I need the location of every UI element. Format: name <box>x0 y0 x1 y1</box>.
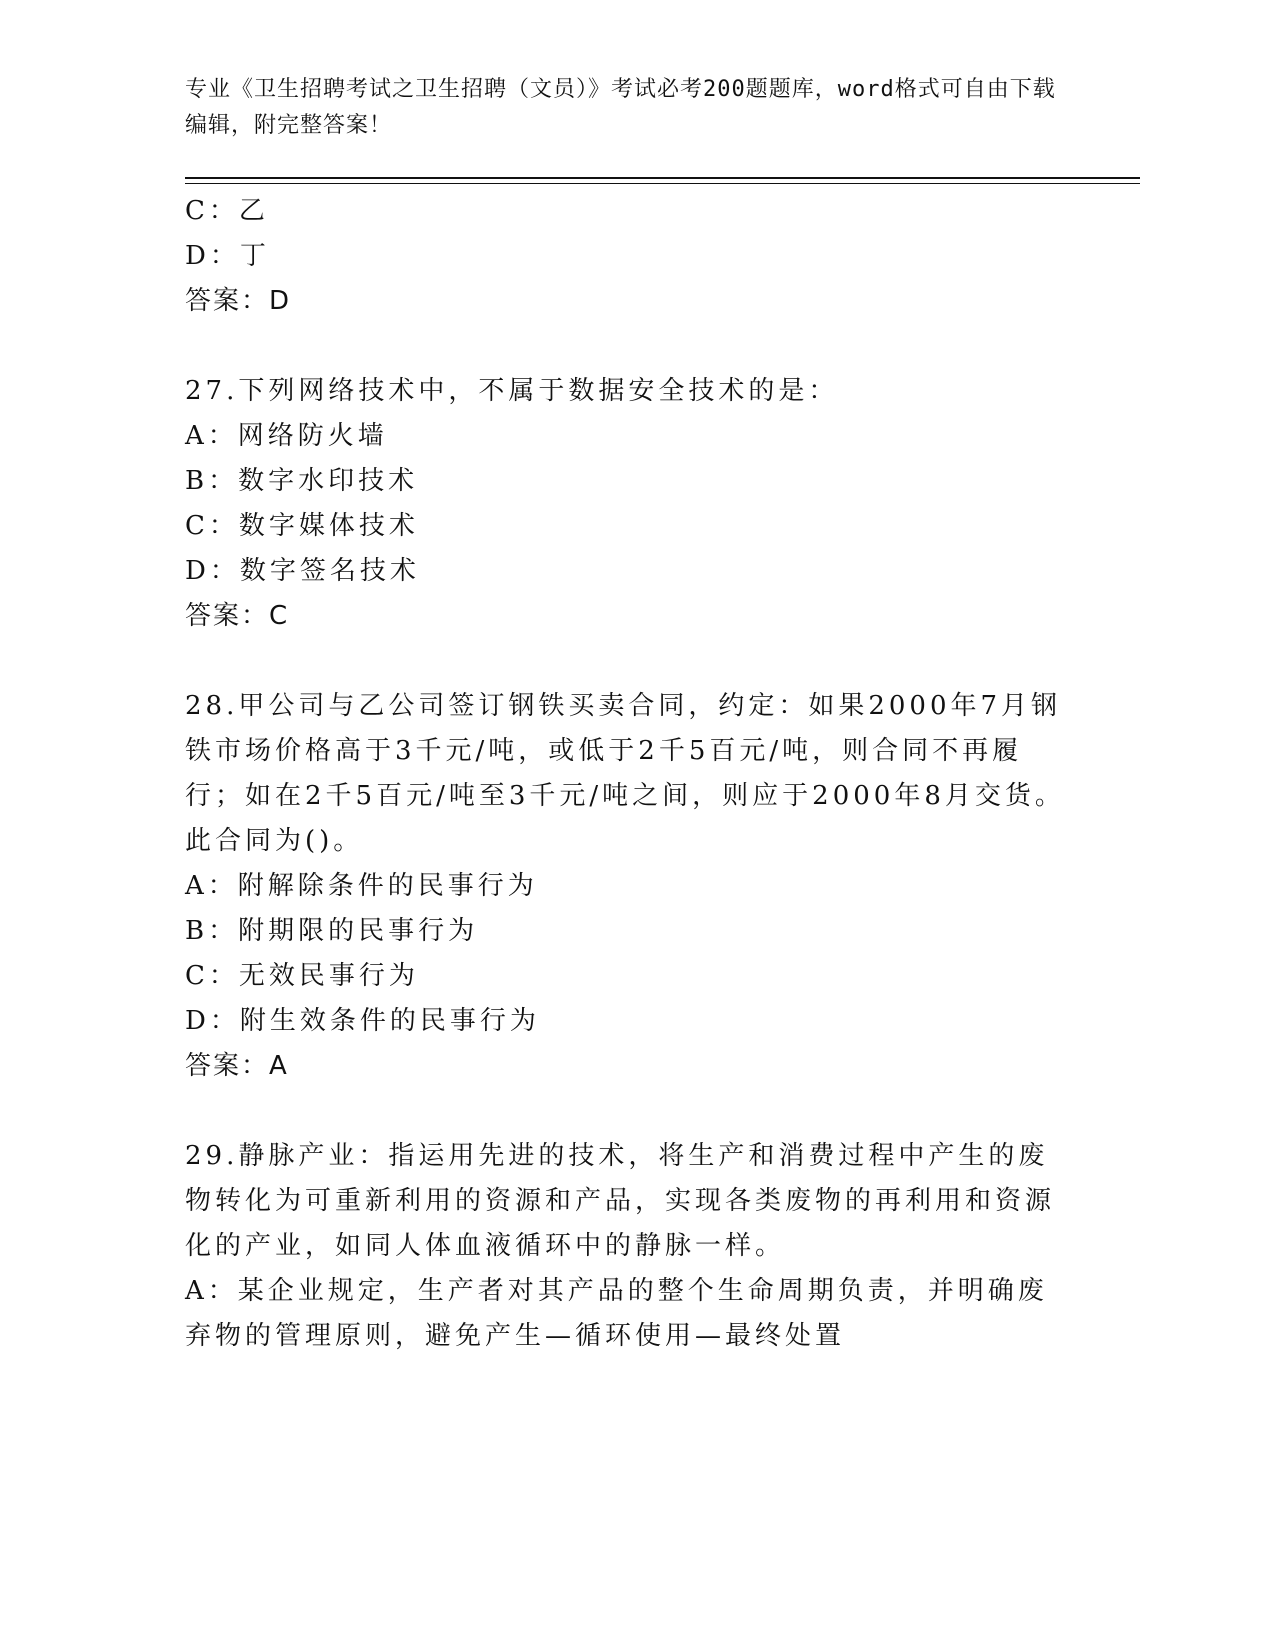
option-a: A：某企业规定，生产者对其产品的整个生命周期负责，并明确废弃物的管理原则，避免产生—循环使用—最终处置 <box>185 1276 1048 1351</box>
document-body <box>185 189 1065 1359</box>
spacer <box>185 1089 1065 1134</box>
question-text: 29.静脉产业：指运用先进的技术，将生产和消费过程中产生的废物转化为可重新利用的资源和产品，实现各类废物的再利用和资源化的产业，如同人体血液循环中的静脉一样。 <box>185 1141 1056 1261</box>
spacer <box>185 639 1065 684</box>
option-c: C：乙 <box>185 196 269 226</box>
question-26-tail <box>185 189 1065 324</box>
document-header: 专业《卫生招聘考试之卫生招聘（文员）》考试必考200题题库，word格式可自由下载编辑，附完整答案！ <box>185 77 1056 138</box>
answer-line: 答案：D <box>185 286 292 316</box>
option-d: D：数字签名技术 <box>185 556 420 586</box>
option-c: C：无效民事行为 <box>185 961 419 991</box>
question-28 <box>185 684 1065 1089</box>
question-text: 28.甲公司与乙公司签订钢铁买卖合同，约定：如果2000年7月钢铁市场价格高于3千元/吨，或低于2千5百元/吨，则合同不再履行；如在2千5百元/吨至3千元/吨之间，则应于2000年8月交货。此合同为()。 <box>185 691 1065 856</box>
option-a: A：附解除条件的民事行为 <box>185 871 538 901</box>
question-27 <box>185 369 1065 639</box>
header-rule-thin <box>185 183 1140 184</box>
option-a: A：网络防火墙 <box>185 421 388 451</box>
option-b: B：附期限的民事行为 <box>185 916 479 946</box>
answer-line: 答案：A <box>185 1051 289 1081</box>
question-text: 27.下列网络技术中，不属于数据安全技术的是： <box>185 376 839 406</box>
answer-line: 答案：C <box>185 601 290 631</box>
spacer <box>185 324 1065 369</box>
option-c: C：数字媒体技术 <box>185 511 419 541</box>
option-d: D：丁 <box>185 241 270 271</box>
option-b: B：数字水印技术 <box>185 466 419 496</box>
question-29 <box>185 1134 1065 1359</box>
option-d: D：附生效条件的民事行为 <box>185 1006 540 1036</box>
header-rule-thick <box>185 177 1140 179</box>
